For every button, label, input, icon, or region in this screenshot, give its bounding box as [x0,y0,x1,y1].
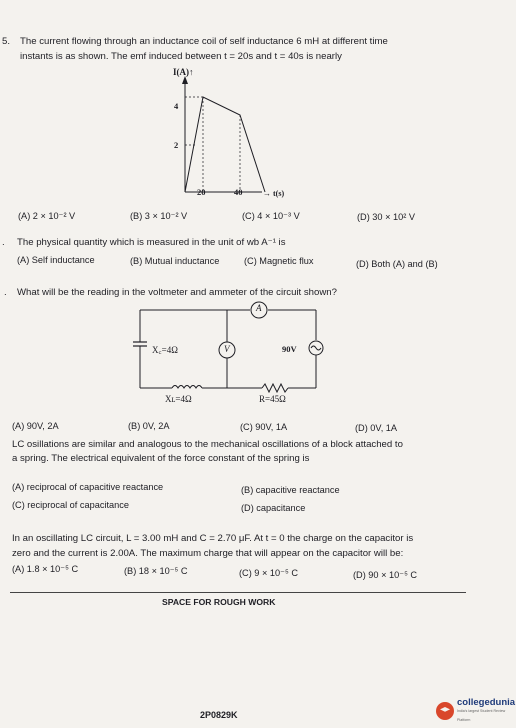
q2-bullet: . [2,237,5,248]
graph-y-label: I(A)↑ [173,67,194,77]
q4-option-c[interactable]: (C) reciprocal of capacitance [12,500,129,510]
graduation-cap-icon [436,702,454,720]
graph-y-tick-2: 2 [174,140,179,150]
brand-name: collegedunia [457,696,516,708]
q4-line2: a spring. The electrical equivalent of the force constant of the spring is [12,453,310,464]
resistor-symbol [262,384,288,392]
inductor-label: Xʟ=4Ω [165,394,192,404]
q4-option-b[interactable]: (B) capacitive reactance [241,485,340,495]
q1-option-a[interactable]: (A) 2 × 10⁻² V [18,211,76,221]
q2-line1: The physical quantity which is measured in the unit of wb A⁻¹ is [17,237,286,248]
q3-option-d[interactable]: (D) 0V, 1A [355,423,398,433]
q4-line1: LC osillations are similar and analogous to the mechanical oscillations of a block attached to [12,439,403,450]
q5-option-d[interactable]: (D) 90 × 10⁻⁵ C [353,570,418,580]
q1-option-c[interactable]: (C) 4 × 10⁻³ V [242,211,300,221]
q2-option-a[interactable]: (A) Self inductance [17,255,95,265]
graph-x-tick-40: 40 [234,187,243,197]
q3-bullet: . [4,287,7,298]
q5-option-b[interactable]: (B) 18 × 10⁻⁵ C [124,566,188,576]
q1-line2: instants is as shown. The emf induced between t = 20s and t = 40s is nearly [20,51,342,62]
q4-option-d[interactable]: (D) capacitance [241,503,306,513]
graph-x-label: → t(s) [263,189,285,198]
current-time-graph [160,64,310,204]
resistor-label: R=45Ω [259,394,286,404]
rough-work-divider [10,592,466,593]
voltmeter-label: V [224,344,230,354]
capacitor-label: X꜀=4Ω [152,345,178,355]
brand-tagline: India's largest Student Review Platform [457,708,506,722]
collegedunia-logo [436,698,514,724]
q2-option-c[interactable]: (C) Magnetic flux [244,256,314,266]
q5-line2: zero and the current is 2.00A. The maximum charge that will appear on the capacitor will be: [12,548,404,559]
q1-option-d[interactable]: (D) 30 × 10² V [357,212,415,222]
q5-option-a[interactable]: (A) 1.8 × 10⁻⁵ C [12,564,79,574]
q5-option-c[interactable]: (C) 9 × 10⁻⁵ C [239,568,298,578]
inductor-symbol [172,386,202,389]
q3-line1: What will be the reading in the voltmeter and ammeter of the circuit shown? [17,287,337,298]
current-curve [185,97,265,192]
y-axis-arrow [182,76,188,84]
q1-number: 5. [2,36,11,47]
q4-option-a[interactable]: (A) reciprocal of capacitive reactance [12,482,164,492]
circuit-diagram [120,300,330,412]
q1-option-b[interactable]: (B) 3 × 10⁻² V [130,211,188,221]
page-code: 2P0829K [200,710,238,720]
q3-option-c[interactable]: (C) 90V, 1A [240,422,288,432]
q2-option-b[interactable]: (B) Mutual inductance [130,256,220,266]
source-label: 90V [282,344,297,354]
q3-option-b[interactable]: (B) 0V, 2A [128,421,170,431]
graph-x-tick-20: 20 [197,187,206,197]
ammeter-label: A [256,303,262,313]
q2-option-d[interactable]: (D) Both (A) and (B) [356,259,438,269]
q1-line1: The current flowing through an inductance coil of self inductance 6 mH at different time [20,36,388,47]
graph-y-tick-4: 4 [174,101,179,111]
q5-line1: In an oscillating LC circuit, L = 3.00 mH and C = 2.70 μF. At t = 0 the charge on the capacitor is [12,533,414,544]
rough-work-heading: SPACE FOR ROUGH WORK [162,597,276,607]
q3-option-a[interactable]: (A) 90V, 2A [12,421,59,431]
